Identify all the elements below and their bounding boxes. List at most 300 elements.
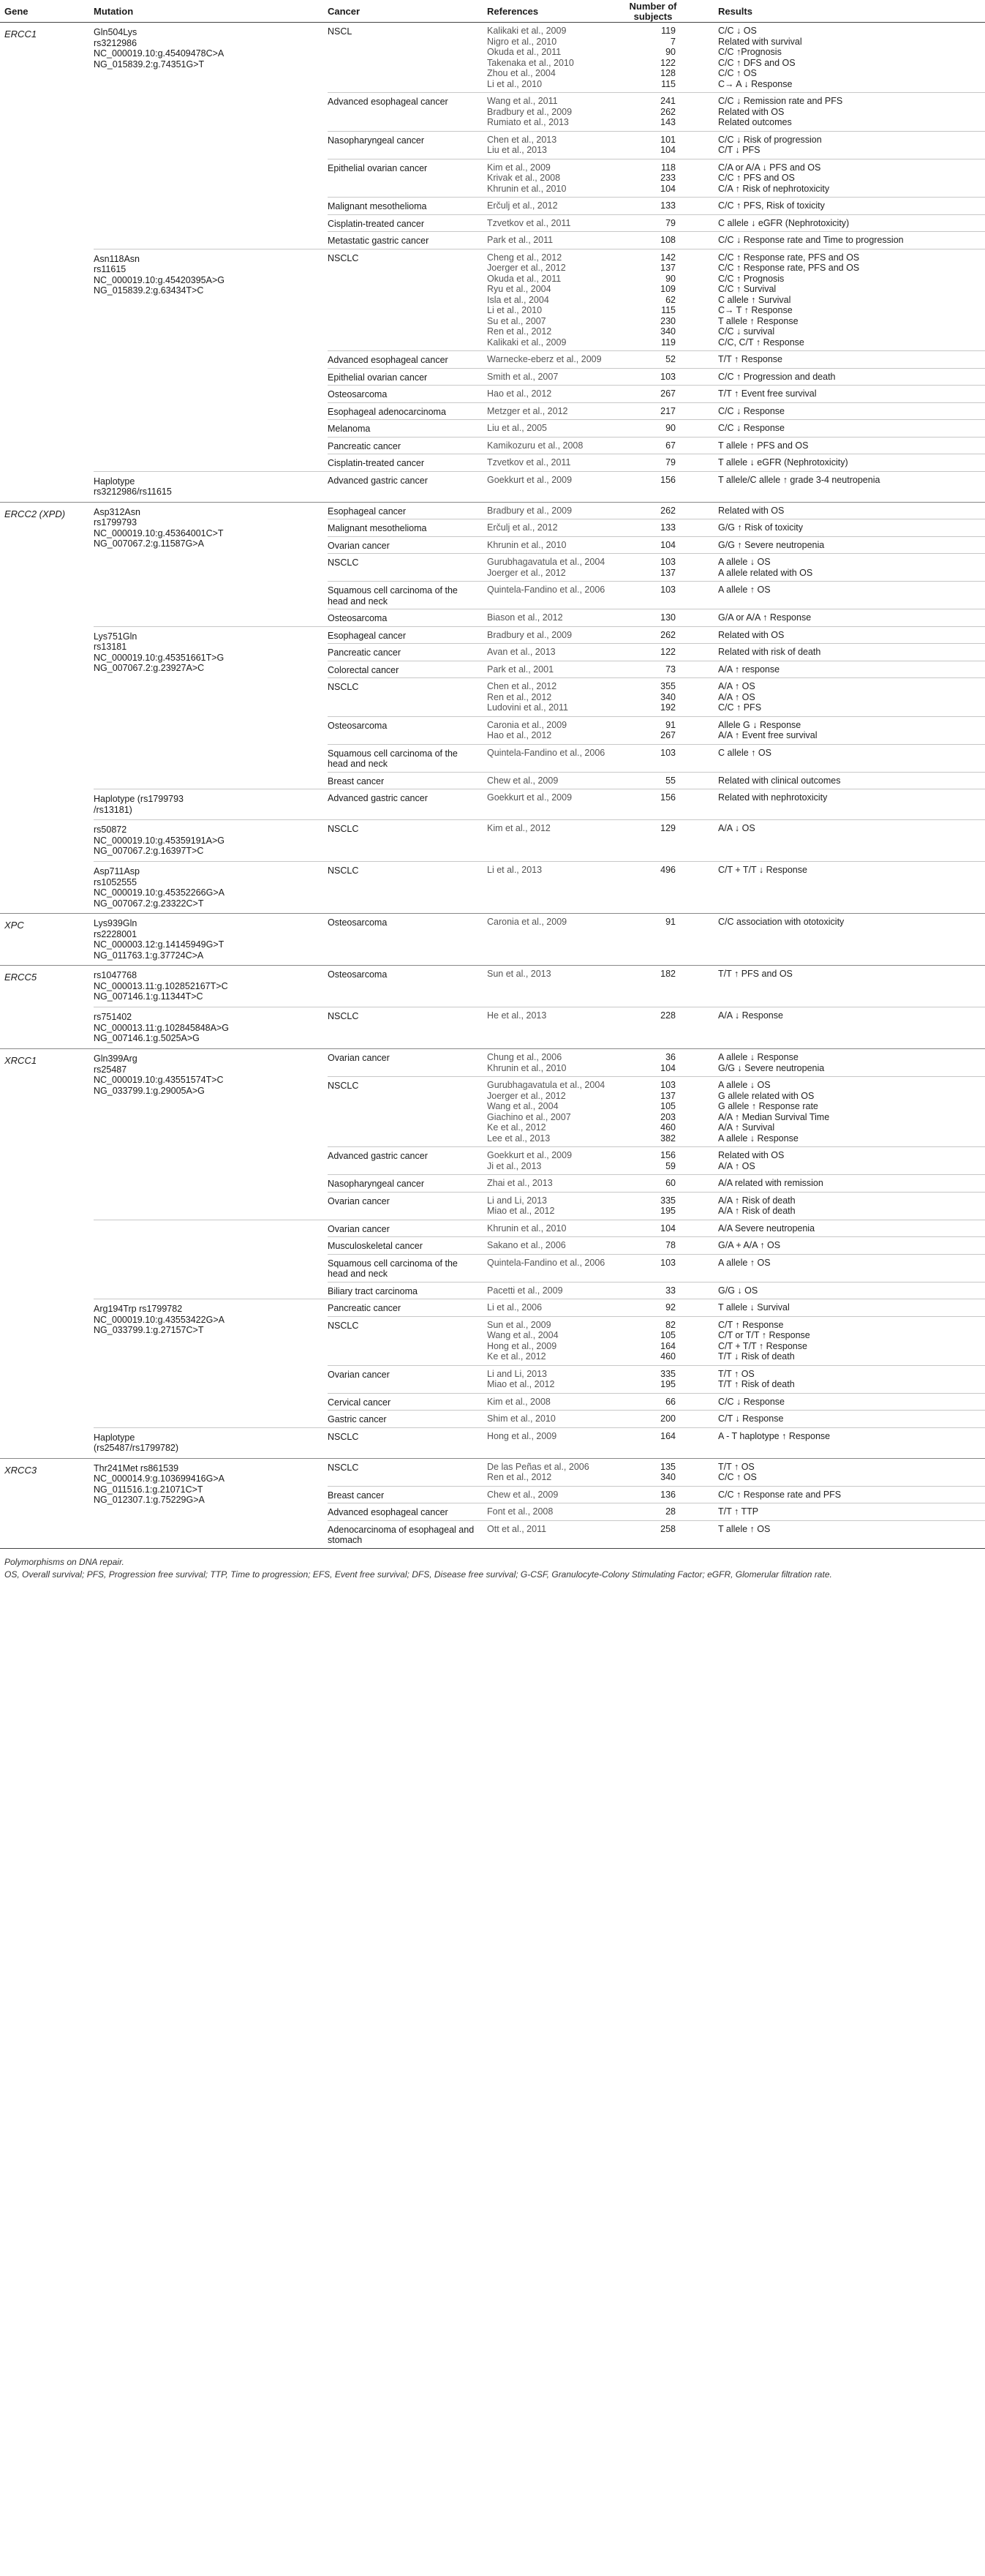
result-cell: G/G ↑ Risk of toxicity [718, 522, 803, 533]
result-cell: C allele ↓ eGFR (Nephrotoxicity) [718, 217, 850, 228]
cancer-name: Osteosarcoma [328, 389, 388, 399]
subjects-cell: 262 [660, 629, 676, 640]
table-row [328, 568, 985, 579]
result-cell: Related with OS [718, 106, 785, 117]
reference-cell: Wang et al., 2011 [487, 96, 558, 106]
result-cell: T/T ↑ Response [718, 354, 783, 364]
table-row [328, 162, 985, 173]
mutation-label [94, 1463, 313, 1506]
reference-cell: Khrunin et al., 2010 [487, 1062, 567, 1073]
cancer-list [328, 627, 985, 789]
result-cell: C/T ↑ Response [718, 1319, 784, 1330]
result-cell: C/C ↑ Response rate and PFS [718, 1489, 842, 1500]
mutation-line: NC_000019.10:g.45359191A>G [94, 835, 224, 846]
cancer-group [328, 454, 985, 471]
result-cell: T/T ↑ Event free survival [718, 388, 817, 399]
table-row [328, 173, 985, 184]
reference-cell: Okuda et al., 2011 [487, 273, 562, 284]
subjects-cell: 129 [660, 823, 676, 833]
mutation-line: Haplotype [94, 1432, 135, 1443]
subjects-cell: 73 [665, 664, 676, 675]
subjects-cell: 103 [660, 747, 676, 758]
result-cell: Related with survival [718, 36, 802, 47]
result-cell: C/C ↓ survival [718, 326, 775, 337]
cancer-name: Osteosarcoma [328, 969, 388, 980]
table-row [328, 681, 985, 692]
mutation-line: NC_000019.10:g.43553422G>A [94, 1314, 224, 1325]
subjects-cell: 340 [660, 691, 676, 702]
mutation-line: NG_015839.2:g.74351G>T [94, 59, 205, 70]
result-cell: A/A related with remission [718, 1178, 823, 1188]
table-row [328, 1240, 985, 1251]
cancer-group [328, 717, 985, 745]
cancer-name: NSCLC [328, 252, 359, 263]
subjects-cell: 108 [660, 235, 676, 245]
cancer-name: Malignant mesothelioma [328, 201, 427, 211]
subjects-cell: 340 [660, 1472, 676, 1482]
mutation-block [94, 627, 985, 790]
result-cell: A allele ↓ OS [718, 1080, 771, 1090]
subjects-cell: 119 [661, 26, 676, 36]
mutation-line: rs11615 [94, 264, 127, 274]
table-row [328, 748, 985, 759]
reference-cell: Khrunin et al., 2010 [487, 183, 567, 194]
table-row [328, 200, 985, 211]
subjects-cell: 78 [665, 1240, 676, 1250]
table-row [328, 1161, 985, 1172]
table-row [328, 457, 985, 468]
cancer-name: Pancreatic cancer [328, 647, 401, 658]
result-cell: A allele related with OS [718, 567, 813, 578]
footnote-abbreviations: OS, Overall survival; PFS, Progression free survival; TTP, Time to progression; EFS, Event free survival; DFS, Disease free survival; G-CSF, Granulocyte-Colony Stimulating Factor; eGFR, Glomerular filtration rate. [4, 1569, 832, 1580]
reference-cell: Miao et al., 2012 [487, 1379, 555, 1389]
cancer-name: Esophageal cancer [328, 630, 407, 641]
table-row [328, 316, 985, 327]
reference-cell: Hong et al., 2009 [487, 1340, 557, 1351]
reference-cell: Joerger et al., 2012 [487, 263, 566, 273]
mutation-line: Arg194Trp rs1799782 [94, 1304, 183, 1314]
table-row [328, 792, 985, 803]
reference-cell: Shim et al., 2010 [487, 1413, 556, 1424]
reference-cell: Ott et al., 2011 [487, 1523, 547, 1534]
cancer-list [328, 1007, 985, 1024]
result-cell: G/G ↓ Severe neutropenia [718, 1062, 825, 1073]
mutation-label [94, 476, 313, 497]
subjects-cell: 103 [660, 585, 676, 595]
result-cell: T allele ↑ Response [718, 315, 799, 326]
table-row [328, 1091, 985, 1102]
cancer-list [328, 1299, 985, 1427]
mutation-line: rs3212986/rs11615 [94, 487, 172, 497]
table-row [328, 1195, 985, 1206]
cancer-group [328, 132, 985, 159]
subjects-cell: 137 [660, 567, 676, 578]
cancer-list [328, 249, 985, 471]
cancer-name: Melanoma [328, 424, 371, 434]
cancer-group [328, 1317, 985, 1366]
result-cell: A/A ↑ Event free survival [718, 730, 818, 740]
subjects-cell: 228 [660, 1010, 676, 1021]
table-row [328, 295, 985, 306]
subjects-cell: 130 [660, 612, 676, 623]
cancer-group [328, 23, 985, 93]
gene-name: XPC [4, 920, 24, 931]
subjects-cell: 91 [665, 917, 676, 927]
cancer-name: Osteosarcoma [328, 613, 388, 623]
subjects-cell: 101 [660, 134, 676, 145]
subjects-cell: 233 [660, 173, 676, 183]
table-body [0, 23, 985, 1548]
gene-name: ERCC5 [4, 972, 37, 983]
reference-cell: Goekkurt et al., 2009 [487, 792, 573, 803]
subjects-cell: 128 [660, 68, 676, 78]
table-row [328, 117, 985, 128]
subjects-cell: 118 [661, 162, 676, 173]
table-row [328, 252, 985, 263]
result-cell: T allele ↑ PFS and OS [718, 440, 809, 451]
cancer-name: Epithelial ovarian cancer [328, 372, 428, 383]
result-cell: G allele ↑ Response rate [718, 1101, 818, 1111]
table-row [328, 388, 985, 399]
result-cell: A/A ↑ Survival [718, 1122, 775, 1133]
reference-cell: Li et al., 2010 [487, 305, 543, 315]
table-row [328, 184, 985, 195]
table-row [328, 284, 985, 295]
cancer-name: Esophageal adenocarcinoma [328, 406, 446, 417]
cancer-group [328, 582, 985, 609]
cancer-group [328, 661, 985, 679]
reference-cell: Ji et al., 2013 [487, 1160, 542, 1171]
table-row [328, 475, 985, 486]
mutation-line: Lys939Gln [94, 918, 137, 928]
mutation-label [94, 1054, 313, 1096]
cancer-name: NSCLC [328, 1320, 359, 1331]
reference-cell: Wang et al., 2004 [487, 1330, 559, 1340]
table-row [328, 522, 985, 533]
reference-cell: Hao et al., 2012 [487, 388, 552, 399]
subjects-cell: 103 [660, 557, 676, 567]
reference-cell: Kim et al., 2008 [487, 1396, 551, 1407]
mutation-line: rs1799793 [94, 517, 137, 527]
cancer-group [328, 93, 985, 132]
reference-cell: Kim et al., 2012 [487, 823, 551, 833]
table-row [328, 1379, 985, 1390]
result-cell: A/A ↑ OS [718, 691, 755, 702]
reference-cell: Park et al., 2011 [487, 235, 554, 245]
subjects-cell: 79 [665, 217, 676, 228]
reference-cell: Chung et al., 2006 [487, 1052, 562, 1062]
mutation-line: NC_000019.10:g.45352266G>A [94, 887, 224, 898]
mutation-line: NG_007067.2:g.23322C>T [94, 898, 204, 909]
cancer-group [328, 438, 985, 455]
cancer-name: Squamous cell carcinoma of the head and neck [328, 1258, 458, 1279]
cancer-name: Malignant mesothelioma [328, 523, 427, 533]
reference-cell: Sun et al., 2009 [487, 1319, 551, 1330]
mutation-block [94, 503, 985, 627]
result-cell: C/C ↓ OS [718, 26, 757, 36]
reference-cell: Li et al., 2006 [487, 1302, 543, 1313]
result-cell: T/T ↑ OS [718, 1368, 755, 1379]
mutation-line: NC_000019.10:g.45351661T>G [94, 652, 224, 663]
cancer-group [328, 1147, 985, 1175]
table-row [328, 406, 985, 417]
cancer-group [328, 1487, 985, 1504]
reference-cell: Chen et al., 2012 [487, 681, 557, 691]
cancer-group [328, 1503, 985, 1521]
result-cell: C/C ↓ Risk of progression [718, 134, 822, 145]
result-cell: G allele related with OS [718, 1090, 815, 1101]
result-cell: G/A or A/A ↑ Response [718, 612, 812, 623]
mutation-line: Asp312Asn [94, 506, 140, 517]
mutation-block [94, 966, 985, 1007]
result-cell: C/C ↓ Response rate and Time to progression [718, 235, 904, 245]
cancer-group [328, 678, 985, 717]
table-row [328, 354, 985, 365]
subjects-cell: 133 [660, 522, 676, 533]
cancer-name: Cisplatin-treated cancer [328, 458, 425, 468]
reference-cell: Goekkurt et al., 2009 [487, 1150, 573, 1160]
mutation-label [94, 1304, 313, 1336]
reference-cell: Wang et al., 2004 [487, 1101, 559, 1111]
result-cell: T allele/C allele ↑ grade 3-4 neutropenia [718, 474, 880, 485]
subjects-cell: 104 [660, 539, 676, 550]
subjects-cell: 335 [660, 1368, 676, 1379]
reference-cell: Warnecke-eberz et al., 2009 [487, 354, 602, 364]
result-cell: G/G ↑ Severe neutropenia [718, 539, 825, 550]
reference-cell: Ke et al., 2012 [487, 1122, 546, 1133]
result-cell: T/T ↓ Risk of death [718, 1351, 795, 1362]
result-cell: C allele ↑ Survival [718, 294, 791, 305]
reference-cell: Bradbury et al., 2009 [487, 505, 573, 516]
result-cell: C allele ↑ OS [718, 747, 771, 758]
subjects-cell: 59 [665, 1160, 676, 1171]
cancer-group [328, 914, 985, 931]
mutation-block [94, 820, 985, 862]
reference-cell: Erčulj et al., 2012 [487, 200, 558, 211]
cancer-name: Ovarian cancer [328, 1053, 390, 1063]
gene-name: ERCC1 [4, 29, 37, 40]
cancer-name: Cervical cancer [328, 1397, 391, 1408]
subjects-cell: 105 [660, 1330, 676, 1340]
subjects-cell: 230 [660, 315, 676, 326]
table-row [328, 1258, 985, 1269]
reference-cell: Quintela-Fandino et al., 2006 [487, 585, 605, 595]
reference-cell: Avan et al., 2013 [487, 647, 556, 657]
cancer-name: Adenocarcinoma of esophageal and stomach [328, 1524, 475, 1545]
reference-cell: Su et al., 2007 [487, 315, 546, 326]
mutation-label [94, 1012, 313, 1044]
table-row [328, 1431, 985, 1442]
subjects-cell: 90 [665, 47, 676, 57]
reference-cell: Hong et al., 2009 [487, 1430, 557, 1441]
header-references: References [487, 6, 539, 17]
mutation-label [94, 918, 313, 961]
cancer-group [328, 773, 985, 789]
cancer-name: Cisplatin-treated cancer [328, 218, 425, 229]
reference-cell: Font et al., 2008 [487, 1506, 554, 1517]
subjects-cell: 382 [660, 1133, 676, 1144]
result-cell: C/C ↑ Progression and death [718, 371, 836, 382]
result-cell: C/C ↓ Remission rate and PFS [718, 96, 843, 106]
result-cell: C/T ↓ PFS [718, 145, 761, 155]
table-row [328, 1150, 985, 1161]
subjects-cell: 28 [665, 1506, 676, 1517]
table-row [328, 823, 985, 834]
table-row [328, 68, 985, 79]
table-row [328, 1413, 985, 1424]
cancer-name: Ovarian cancer [328, 1195, 390, 1206]
mutation-block [94, 862, 985, 913]
table-row [328, 1285, 985, 1296]
table-row [328, 1178, 985, 1189]
cancer-name: NSCLC [328, 557, 359, 568]
table-row [328, 730, 985, 741]
cancer-group [328, 1007, 985, 1024]
cancer-group [328, 403, 985, 421]
header-subjects: Number of subjects [629, 1, 677, 22]
mutation-label [94, 507, 313, 549]
mutation-line: NC_000013.11:g.102845848A>G [94, 1022, 229, 1033]
subjects-cell: 135 [660, 1461, 676, 1472]
result-cell: C/T or T/T ↑ Response [718, 1330, 810, 1340]
cancer-list [328, 820, 985, 837]
reference-cell: Kamikozuru et al., 2008 [487, 440, 584, 451]
table-row [328, 96, 985, 107]
reference-cell: Park et al., 2001 [487, 664, 554, 675]
table-row [328, 1133, 985, 1144]
reference-cell: Khrunin et al., 2010 [487, 539, 567, 550]
result-cell: C/C ↑ DFS and OS [718, 57, 796, 68]
result-cell: T allele ↑ OS [718, 1523, 771, 1534]
table-row [328, 1341, 985, 1352]
cancer-group [328, 820, 985, 837]
result-cell: A allele ↑ OS [718, 585, 771, 595]
subjects-cell: 262 [660, 505, 676, 516]
table-row [328, 145, 985, 156]
table-row [328, 1490, 985, 1501]
table-row [328, 1101, 985, 1112]
subjects-cell: 79 [665, 457, 676, 467]
cancer-name: Advanced esophageal cancer [328, 97, 448, 107]
cancer-name: Ovarian cancer [328, 540, 390, 551]
table-row [328, 47, 985, 58]
mutation-line: Asp711Asp [94, 866, 140, 876]
table-row [328, 1330, 985, 1341]
mutation-label [94, 27, 313, 70]
mutation-line: rs751402 [94, 1012, 132, 1022]
table-row [328, 1472, 985, 1483]
reference-cell: Ren et al., 2012 [487, 326, 552, 337]
mutation-line: Gln399Arg [94, 1054, 137, 1064]
reference-cell: Okuda et al., 2011 [487, 47, 562, 57]
cancer-name: NSCLC [328, 1431, 359, 1442]
result-cell: C/C ↑ Response rate, PFS and OS [718, 252, 860, 263]
table-row [328, 218, 985, 229]
reference-cell: Ren et al., 2012 [487, 691, 552, 702]
table-row [328, 1524, 985, 1535]
cancer-name: Squamous cell carcinoma of the head and neck [328, 748, 458, 769]
cancer-group [328, 537, 985, 555]
reference-cell: Rumiato et al., 2013 [487, 117, 569, 127]
result-cell: A - T haplotype ↑ Response [718, 1430, 831, 1441]
cancer-group [328, 1428, 985, 1445]
subjects-cell: 460 [660, 1351, 676, 1362]
result-cell: Related with OS [718, 505, 785, 516]
reference-cell: Bradbury et al., 2009 [487, 629, 573, 640]
cancer-name: Advanced esophageal cancer [328, 355, 448, 365]
reference-cell: Kim et al., 2009 [487, 162, 551, 173]
cancer-list [328, 1459, 985, 1548]
result-cell: A/A ↑ Median Survival Time [718, 1111, 830, 1122]
cancer-name: NSCLC [328, 1462, 359, 1473]
table-row [328, 326, 985, 337]
subjects-cell: 91 [665, 719, 676, 730]
mutation-line: NC_000019.10:g.45409478C>A [94, 48, 224, 59]
gene-name: XRCC1 [4, 1055, 37, 1066]
table-row [328, 630, 985, 641]
reference-cell: Gurubhagavatula et al., 2004 [487, 557, 605, 567]
gene-group [0, 1459, 985, 1548]
gene-group [0, 914, 985, 966]
table-row [328, 917, 985, 928]
cancer-group [328, 472, 985, 489]
reference-cell: Isla et al., 2004 [487, 294, 549, 305]
cancer-list [328, 966, 985, 983]
reference-cell: Liu et al., 2013 [487, 145, 548, 155]
result-cell: C/T + T/T ↑ Response [718, 1340, 807, 1351]
table-row [328, 37, 985, 48]
result-cell: Allele G ↓ Response [718, 719, 801, 730]
mutation-line: rs13181 [94, 642, 127, 652]
cancer-group [328, 1299, 985, 1317]
cancer-name: Musculoskeletal cancer [328, 1241, 423, 1251]
cancer-group [328, 159, 985, 198]
table-row [328, 720, 985, 731]
cancer-name: NSCLC [328, 1011, 359, 1021]
subjects-cell: 55 [665, 775, 676, 786]
subjects-cell: 267 [660, 388, 676, 399]
table-row [328, 135, 985, 146]
table-row [328, 1052, 985, 1063]
mutation-line: NG_007146.1:g.5025A>G [94, 1033, 200, 1043]
result-cell: C/C ↓ Response [718, 1396, 785, 1407]
table-row [328, 440, 985, 451]
result-cell: C/A ↑ Risk of nephrotoxicity [718, 183, 830, 194]
mutation-line: rs50872 [94, 825, 127, 835]
reference-cell: Kalikaki et al., 2009 [487, 337, 567, 348]
cancer-list [328, 503, 985, 626]
result-cell: C/C ↑ OS [718, 1472, 757, 1482]
cancer-name: Epithelial ovarian cancer [328, 162, 428, 173]
cancer-group [328, 966, 985, 983]
result-cell: T/T ↑ PFS and OS [718, 969, 793, 979]
subjects-cell: 241 [660, 96, 676, 106]
table-row [328, 506, 985, 517]
table-row [328, 1223, 985, 1234]
result-cell: A/A ↑ OS [718, 681, 755, 691]
mutation-line: Gln504Lys [94, 27, 137, 37]
gene-name: ERCC2 (XPD) [4, 508, 66, 519]
subjects-cell: 92 [665, 1302, 676, 1313]
subjects-cell: 192 [660, 702, 676, 713]
subjects-cell: 103 [660, 1080, 676, 1090]
result-cell: Related outcomes [718, 117, 792, 127]
cancer-name: Breast cancer [328, 1490, 385, 1501]
result-cell: A/A Severe neutropenia [718, 1223, 815, 1233]
reference-cell: Ludovini et al., 2011 [487, 702, 568, 713]
cancer-group [328, 1411, 985, 1427]
reference-cell: Bradbury et al., 2009 [487, 106, 573, 117]
